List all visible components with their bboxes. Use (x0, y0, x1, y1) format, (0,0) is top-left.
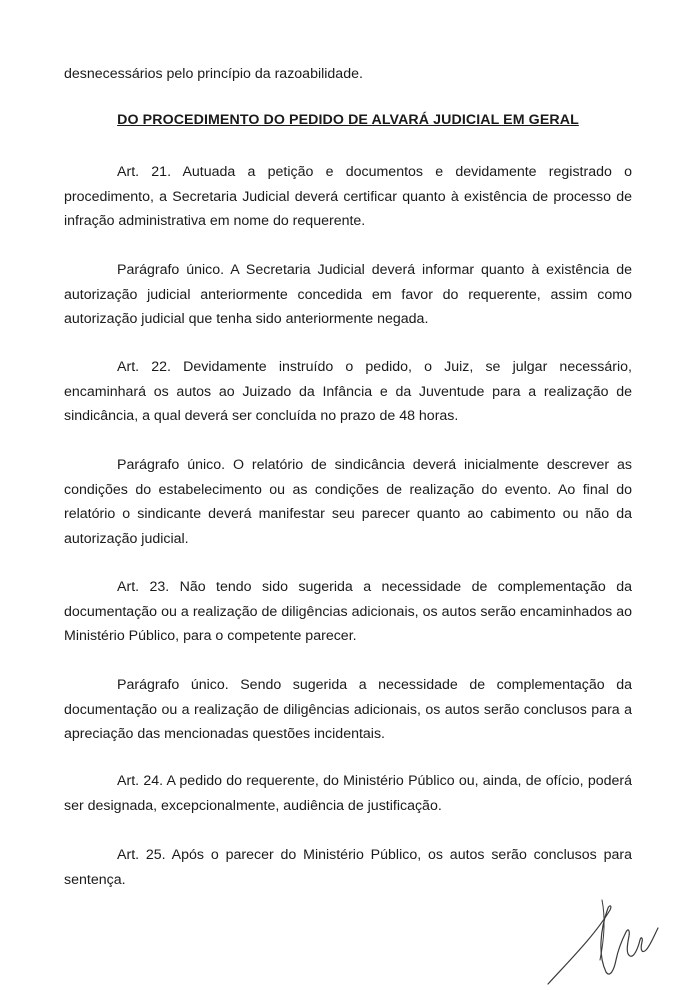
paragraph-art-22-sole: Parágrafo único. O relatório de sindicância deverá inicialmente descrever as condições do estabelecimento ou as condições de realização do evento. Ao final do relatório o sindicante deverá manifestar seu parecer quanto ao cabimento ou não da autorização judicial. (64, 457, 632, 547)
paragraph-art-23: Art. 23. Não tendo sido sugerida a necessidade de complementação da documentação ou a realização de diligências adicionais, os autos serão encaminhados ao Ministério Público, para o competente parecer. (64, 579, 632, 644)
intro-line: desnecessários pelo princípio da razoabilidade. (64, 66, 363, 82)
paragraph-art-21-sole: Parágrafo único. A Secretaria Judicial deverá informar quanto à existência de autorização judicial anteriormente concedida em favor do requerente, assim como autorização judicial que tenha sido anteriormente negada. (64, 262, 632, 327)
signature-mark (540, 880, 670, 990)
paragraph-art-23-sole: Parágrafo único. Sendo sugerida a necessidade de complementação da documentação ou a realização de diligências adicionais, os autos serão conclusos para a apreciação das mencionadas questões incidentais. (64, 677, 632, 742)
paragraph-art-25: Art. 25. Após o parecer do Ministério Público, os autos serão conclusos para sentença. (64, 847, 632, 888)
section-heading: DO PROCEDIMENTO DO PEDIDO DE ALVARÁ JUDICIAL EM GERAL (117, 112, 579, 128)
paragraph-art-24: Art. 24. A pedido do requerente, do Ministério Público ou, ainda, de ofício, poderá ser designada, excepcionalmente, audiência de justificação. (64, 773, 632, 814)
paragraph-art-21: Art. 21. Autuada a petição e documentos e devidamente registrado o procedimento, a Secretaria Judicial deverá certificar quanto à existência de processo de infração administrativa em nome do requerente. (64, 164, 632, 229)
paragraph-art-22: Art. 22. Devidamente instruído o pedido, o Juiz, se julgar necessário, encaminhará os autos ao Juizado da Infância e da Juventude para a realização de sindicância, a qual deverá ser concluída no prazo de 48 horas. (64, 359, 632, 424)
